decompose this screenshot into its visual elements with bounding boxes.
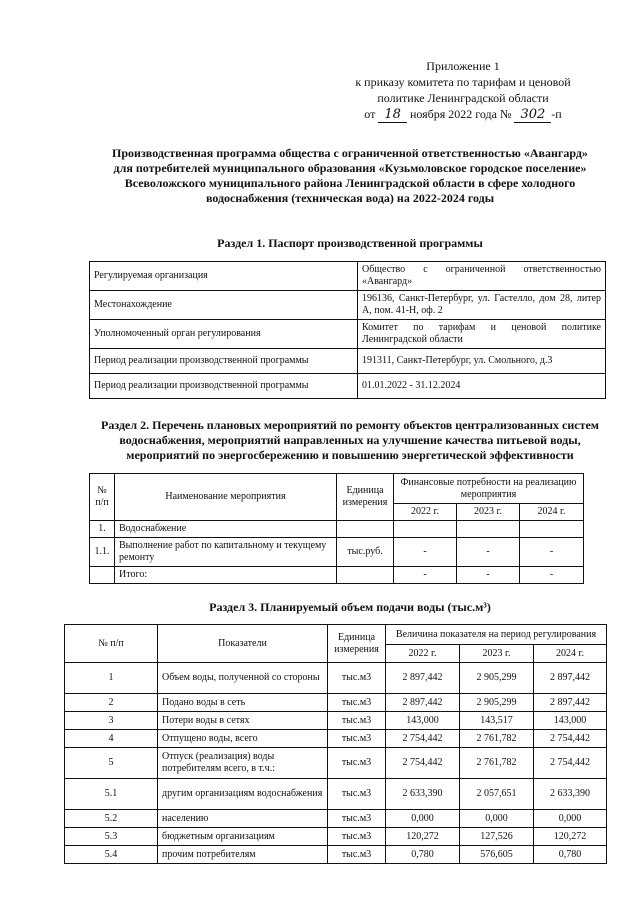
cell-value: 2 754,442 [534,748,607,779]
cell-value: 120,272 [386,828,460,846]
section2-title [60,418,640,463]
cell-value: 2 905,299 [460,663,534,694]
cell-value: 0,000 [386,810,460,828]
col-header-financing: Финансовые потребности на реализацию мероприятия [394,474,584,504]
cell-value: 143,000 [534,712,607,730]
cell-value: 2 761,782 [460,730,534,748]
measures-table [89,473,584,584]
cell-value: - [457,538,520,567]
passport-value: 196136, Санкт-Петербург, ул. Гастелло, дом 28, литер А, пом. 41-Н, оф. 2 [358,291,606,320]
cell-value: 2 754,442 [386,730,460,748]
cell-value [520,521,584,538]
cell-value: - [520,538,584,567]
cell-value [394,521,457,538]
appendix-title: Приложение 1 [426,59,500,73]
cell-value: 2 754,442 [386,748,460,779]
cell-name: Выполнение работ по капитальному и текущему ремонту [115,538,337,567]
cell-num: 1 [65,663,158,694]
cell-value: 0,780 [386,846,460,864]
table-row [90,262,606,291]
cell-value: 2 905,299 [460,694,534,712]
section1-title: Раздел 1. Паспорт производственной программы [217,236,483,250]
passport-value: Общество с ограниченной ответственностью «Авангард» [358,262,606,291]
table-header-row [90,474,584,504]
col-header-year: 2022 г. [386,645,460,663]
passport-label: Регулируемая организация [90,262,358,291]
col-header-name: Наименование мероприятия [115,474,337,521]
table-row [90,374,606,399]
cell-indicator: другим организациям водоснабжения [158,779,328,810]
cell-value: 2 057,651 [460,779,534,810]
date-text: ноября 2022 года № [409,107,512,121]
cell-num: 3 [65,712,158,730]
water-volume-table [64,624,607,864]
table-row [65,748,607,779]
cell-num: 5.1 [65,779,158,810]
main-title-line: Всеволожского муниципального района Ленинградской области в сфере холодного [124,176,576,190]
cell-value: 2 897,442 [534,663,607,694]
cell-value: 0,000 [534,810,607,828]
main-title-line: водоснабжения (техническая вода) на 2022-2024 годы [205,191,495,205]
table-row [65,694,607,712]
cell-name: Итого: [115,567,337,584]
cell-value: - [520,567,584,584]
number-suffix: -п [551,107,562,121]
cell-unit: тыс.м3 [328,663,386,694]
passport-label: Период реализации производственной программы [90,374,358,399]
col-header-unit: Единица измерения [337,474,394,521]
cell-value: 2 897,442 [386,663,460,694]
table-row [65,846,607,864]
col-header-unit: Единица измерения [328,625,386,663]
cell-indicator: Подано воды в сеть [158,694,328,712]
table-row [90,538,584,567]
cell-value: - [394,538,457,567]
passport-label: Период реализации производственной программы [90,349,358,374]
cell-num: 5.2 [65,810,158,828]
cell-unit: тыс.м3 [328,846,386,864]
cell-unit [337,567,394,584]
main-title [60,146,640,206]
cell-value: 127,526 [460,828,534,846]
appendix-order-line: к приказу комитета по тарифам и ценовой [355,75,571,89]
cell-num: 1. [90,521,115,538]
col-header-year: 2022 г. [394,504,457,521]
cell-indicator: Потери воды в сетях [158,712,328,730]
cell-unit: тыс.м3 [328,748,386,779]
col-header-num: № п/п [90,474,115,521]
table-row [90,521,584,538]
cell-indicator: Отпущено воды, всего [158,730,328,748]
cell-unit: тыс.м3 [328,694,386,712]
date-prefix: от [364,107,376,121]
table-row [65,730,607,748]
cell-value: 2 897,442 [534,694,607,712]
section2-title-line: Раздел 2. Перечень плановых мероприятий по ремонту объектов централизованных систем [101,418,599,432]
passport-label: Уполномоченный орган регулирования [90,320,358,349]
handwritten-number: 302 [514,107,551,123]
cell-indicator: прочим потребителям [158,846,328,864]
section2-title-line: мероприятий по энергосбережению и повышению энергетической эффективности [126,448,574,462]
cell-value [457,521,520,538]
cell-num: 4 [65,730,158,748]
cell-unit: тыс.м3 [328,712,386,730]
cell-num: 5.4 [65,846,158,864]
main-title-line: для потребителей муниципального образования «Кузьмоловское городское поселение» [113,161,587,175]
cell-num: 5.3 [65,828,158,846]
col-header-indicator: Показатели [158,625,328,663]
cell-unit [337,521,394,538]
cell-value: 576,605 [460,846,534,864]
cell-value: 120,272 [534,828,607,846]
cell-indicator: бюджетным организациям [158,828,328,846]
cell-unit: тыс.м3 [328,730,386,748]
col-header-year: 2023 г. [460,645,534,663]
col-header-num: № п/п [65,625,158,663]
cell-value: 2 897,442 [386,694,460,712]
table-header-row [65,625,607,645]
cell-value: 2 633,390 [386,779,460,810]
table-row [90,291,606,320]
handwritten-day: 18 [378,107,407,123]
col-header-year: 2023 г. [457,504,520,521]
cell-num: 2 [65,694,158,712]
table-row [65,712,607,730]
appendix-block [338,58,588,123]
cell-value: 2 754,442 [534,730,607,748]
cell-num: 1.1. [90,538,115,567]
cell-indicator: Объем воды, полученной со стороны [158,663,328,694]
main-title-line: Производственная программа общества с ограниченной ответственностью «Авангард» [112,146,588,160]
cell-value: 2 761,782 [460,748,534,779]
appendix-date-line [338,106,588,123]
cell-num [90,567,115,584]
cell-value: 2 633,390 [534,779,607,810]
cell-indicator: населению [158,810,328,828]
cell-unit: тыс.м3 [328,779,386,810]
cell-value: - [394,567,457,584]
table-row [90,349,606,374]
table-row [65,663,607,694]
cell-unit: тыс.м3 [328,828,386,846]
cell-value: 0,780 [534,846,607,864]
table-row [65,810,607,828]
section2-title-line: водоснабжения, мероприятий направленных на улучшение качества питьевой воды, [119,433,581,447]
cell-num: 5 [65,748,158,779]
cell-unit: тыс.м3 [328,810,386,828]
passport-value: 01.01.2022 - 31.12.2024 [358,374,606,399]
appendix-committee-line: политике Ленинградской области [377,91,549,105]
section3-title: Раздел 3. Планируемый объем подачи воды (тыс.м³) [209,600,491,614]
passport-table [89,261,606,399]
passport-label: Местонахождение [90,291,358,320]
col-header-year: 2024 г. [534,645,607,663]
col-header-period: Величина показателя на период регулирования [386,625,607,645]
table-row [65,828,607,846]
cell-name: Водоснабжение [115,521,337,538]
cell-value: - [457,567,520,584]
table-row [90,320,606,349]
passport-value: 191311, Санкт-Петербург, ул. Смольного, д.3 [358,349,606,374]
cell-value: 143,000 [386,712,460,730]
table-row [65,779,607,810]
cell-unit: тыс.руб. [337,538,394,567]
cell-indicator: Отпуск (реализация) воды потребителям всего, в т.ч.: [158,748,328,779]
table-row [90,567,584,584]
col-header-year: 2024 г. [520,504,584,521]
cell-value: 143,517 [460,712,534,730]
passport-value: Комитет по тарифам и ценовой политике Ленинградской области [358,320,606,349]
cell-value: 0,000 [460,810,534,828]
